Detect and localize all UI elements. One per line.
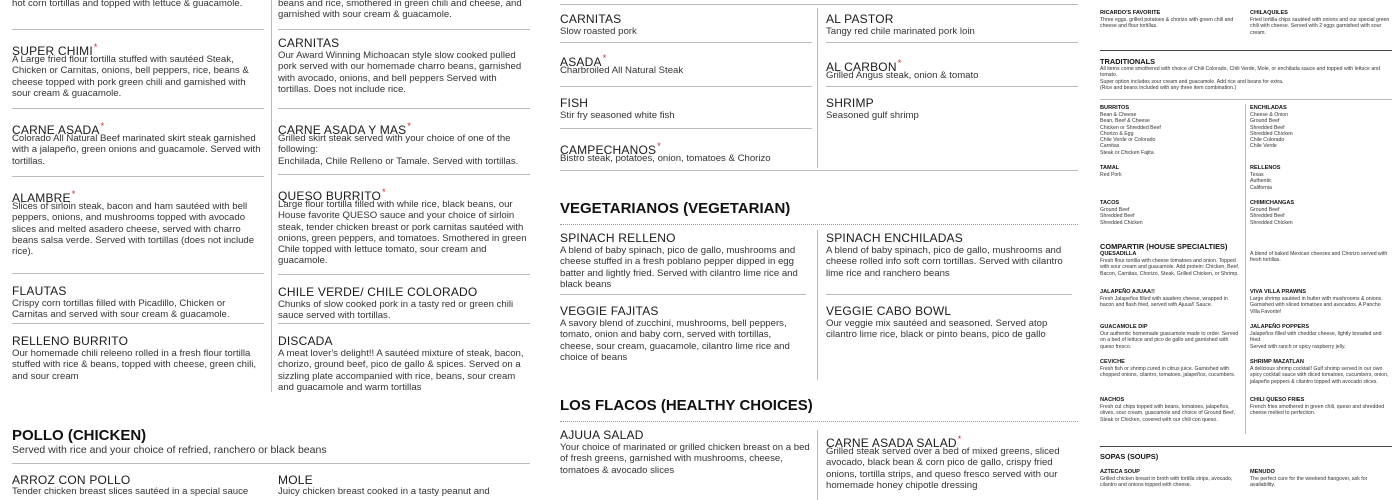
divider <box>278 174 530 175</box>
menu-item-name <box>560 96 588 110</box>
mini-item-text: Bean & Cheese Bean, Beef & Cheese Chicken or Shredded Beef Chorizo & Egg Chile Verde or Colorado Carnitas Steak or Chicken Fajita <box>1100 112 1161 156</box>
pollo-section-title: POLLO (CHICKEN) <box>12 427 147 444</box>
dotted-divider <box>560 421 1078 422</box>
asterisk-mark: * <box>897 58 902 68</box>
menu-item-description: Tangy red chile marinated pork loin <box>826 26 975 37</box>
menu-item-description: Slow roasted pork <box>560 26 637 37</box>
mini-item-heading: SHRIMP MAZATLAN <box>1250 359 1304 365</box>
menu-item-description: Our veggie mix sautéed and seasoned. Served atop cilantro lime rice, black or pinto beans, pico de gallo <box>826 318 1048 341</box>
mini-item-heading: TAMAL <box>1100 165 1120 171</box>
pollo-subtitle: Served with rice and your choice of refried, ranchero or black beans <box>12 444 327 456</box>
menu-item-name-text: SHRIMP <box>826 96 874 110</box>
divider <box>1100 50 1392 51</box>
menu-item-name-text: CARNITAS <box>278 36 340 50</box>
menu-item-description: Bistro steak, potatoes, onion, tomatoes & Chorizo <box>560 153 771 164</box>
menu-item-name-text: VEGGIE FAJITAS <box>560 304 659 318</box>
mini-item-text: Our authentic homemade guacamole made to order. Served on a bed of lettuce and pico de gallo and garnished with queso fresco. <box>1100 331 1239 350</box>
menu-item-description: A savory blend of zucchini, mushrooms, bell peppers, tomato, onion and baby corn, served with tortillas, cheese, sour cream, guacamole, cilantro lime rice and choice of beans <box>560 318 790 363</box>
menu-item-description: Seasoned gulf shrimp <box>826 110 919 121</box>
specialties-title: COMPARTIR (HOUSE SPECIALTIES) <box>1100 242 1228 251</box>
divider <box>560 4 1078 5</box>
menu-item-name-text: RELLENO BURRITO <box>12 334 129 348</box>
asterisk-mark: * <box>382 187 386 197</box>
divider <box>826 294 1072 295</box>
column-divider <box>817 230 818 380</box>
divider <box>1100 446 1392 447</box>
menu-item-name-text: AL CARBON <box>826 60 897 74</box>
divider <box>826 42 1078 43</box>
mini-item-text: Grilled chicken breast in broth with tortilla strips, avocado, cilantro and onions topped with cheese. <box>1100 476 1233 489</box>
menu-item-name-text: ASADA <box>560 55 602 69</box>
mini-item-text: Fresh cut chips topped with beans, tomatoes, jalapeños, olives, sour cream, guacamole and choice of Ground Beef, Steak or Chicken, covered with our chili con queso. <box>1100 404 1235 423</box>
mini-item-text: The perfect cure for the weekend hangover, ask for availability. <box>1250 476 1368 489</box>
mini-item-text: Fresh fish or shrimp cured in citrus juice. Garnished with chopped onions, cilantro, tomatoes, jalapeños, cucumbers. <box>1100 366 1236 379</box>
divider <box>12 273 264 274</box>
column-divider <box>817 8 818 168</box>
menu-item-description: Grilled steak served over a bed of mixed greens, sliced avocado, black bean & corn pico de gallo, crispy fried onions, tortilla strips, and queso fresco served with our homemade honey chipotle dressing <box>826 446 1060 491</box>
menu-item-name <box>826 96 874 110</box>
menu-item-name <box>12 334 128 348</box>
menu-item-description: A Large fried flour tortilla stuffed with sautéed Steak, Chicken or Carnitas, onions, bell peppers, rice, beans & cheese topped with pork green chili and garnished with sour cream & guacamole. <box>12 54 249 99</box>
menu-item-name-text: FLAUTAS <box>12 284 67 298</box>
menu-item-description: Crispy corn tortillas filled with Picadillo, Chicken or Carnitas and served with sour cream & guacamole. <box>12 298 230 321</box>
mini-item-heading: AZTECA SOUP <box>1100 469 1140 475</box>
mini-item-text: A delicious shrimp cocktail! Gulf shrimp served in our own spicy cocktail sauce with diced tomatoes, cucumbers, onion, jalapeño peppers & cilantro topped with avocado slices. <box>1250 366 1389 385</box>
menu-item-description: Tender chicken breast slices sautéed in a special sauce <box>12 486 249 497</box>
menu-item-name: MOLE <box>278 473 313 487</box>
mini-item-text: Fresh flour tortilla with cheese tomatoes and onion. Topped with sour cream and guacamole. Add protein: Chicken, Beef, Bacon, Carnitas, Chorizo, Steak, Grilled Chicken, or Shrimp. <box>1100 258 1240 277</box>
menu-item-name-text: ALAMBRE <box>12 191 71 205</box>
menu-item-name-text: CHILE VERDE/ CHILE COLORADO <box>278 285 478 299</box>
divider <box>12 323 264 324</box>
mini-item-heading: NACHOS <box>1100 397 1125 403</box>
mini-item-text: Jalapeños filled with cheddar cheese, lightly breaded and fried. Served with ranch or spicy raspberry jelly. <box>1250 331 1382 350</box>
column-divider <box>271 0 272 392</box>
menu-item-name <box>278 285 477 299</box>
menu-item-name-text: SPINACH ENCHILADAS <box>826 231 963 245</box>
menu-item-description: Stir fry seasoned white fish <box>560 110 675 121</box>
menu-item-description: Our homemade chili releeno rolled in a fresh flour tortilla stuffed with rice & beans, topped with cheese, green chili, and sour cream <box>12 348 257 382</box>
divider <box>560 42 812 43</box>
menu-item-description: Colorado All Natural Beef marinated skirt steak garnished with a jalapeño, green onions and guacamole. Served with tortillas. <box>12 133 261 167</box>
divider <box>560 294 806 295</box>
col1-top-partial: hot corn tortillas and topped with lettuce & guacamole. <box>12 0 243 9</box>
divider <box>278 274 530 275</box>
mini-item-heading: MENUDO <box>1250 469 1275 475</box>
vegetarian-section-title: VEGETARIANOS (VEGETARIAN) <box>560 200 791 217</box>
mini-item-text: Large shrimp sautéed in butter with mushrooms & onions. Garnished with sliced tomatoes and avocados. A Pancho Villa Favorite! <box>1250 296 1383 315</box>
menu-item-description: A blend of baby spinach, pico de gallo, mushrooms and cheese stuffed in a fresh poblano pepper dipped in egg batter and lightly fried. Served with cilantro lime rice and black beans <box>560 245 798 290</box>
divider <box>12 463 530 464</box>
asterisk-mark: * <box>657 141 661 151</box>
menu-item-description: Chunks of slow cooked pork in a tasty red or green chili sauce served with tortillas. <box>278 299 514 322</box>
divider <box>12 108 264 109</box>
divider <box>1100 99 1392 100</box>
mini-menu-page <box>1100 0 1396 500</box>
mini-item-heading: JALAPEÑO AJUAA!! <box>1100 289 1155 295</box>
menu-item-name-text: VEGGIE CABO BOWL <box>826 304 952 318</box>
column-divider <box>817 430 818 500</box>
mini-item-heading: CHILI QUESO FRIES <box>1250 397 1305 403</box>
traditionals-title: TRADITIONALS <box>1100 57 1156 66</box>
mini-item-text: Cheese & Onion Ground Beef Shredded Beef Shredded Chicken Chile Colorado Chile Verde <box>1250 112 1293 150</box>
menu-item-name <box>278 36 339 50</box>
mini-item-heading: VIVA VILLA PRAWNS <box>1250 289 1307 295</box>
divider <box>278 108 530 109</box>
column-divider <box>1245 104 1246 434</box>
menu-item-description: Our Award Winning Michoacan style slow cooked pulled pork served with our homemade charro beans, garnished with avocado, onions, and bell peppers Served with tortillas. Does not include rice. <box>278 50 522 95</box>
menu-item-description: Grilled Angus steak, onion & tomato <box>826 70 979 81</box>
divider <box>560 170 1078 171</box>
menu-item-name <box>826 231 963 245</box>
menu-item-name-text: SUPER CHIMI <box>12 44 93 58</box>
mini-item-heading: CHIMICHANGAS <box>1250 200 1295 206</box>
menu-item-name-text: DISCADA <box>278 334 333 348</box>
menu-item-name <box>278 334 333 348</box>
menu-item-name-text: CAMPECHANOS <box>560 143 657 157</box>
mini-item-heading: RICARDO'S FAVORITE <box>1100 10 1161 16</box>
mini-item-heading: RELLENOS <box>1250 165 1281 171</box>
menu-item-description: Large flour tortilla filled with while rice, black beans, our House favorite QUESO sauce and your choice of sirloin steak, tender chicken breast or pork carnitas sautéed with onions, green peppers, and tomatoes. Smothered in green Chile topped with lettuce tomato, sour cream and guacamole. <box>278 199 527 267</box>
menu-item-name-text: CARNE ASADA Y MAS <box>278 123 407 137</box>
menu-item-description: Charbroiled All Natural Steak <box>560 65 684 76</box>
mini-item-text: Three eggs, grilled potatoes & chorizo with green chili and cheese and flour tortillas. <box>1100 17 1234 30</box>
menu-item-name-text: AJUUA SALAD <box>560 428 644 442</box>
mini-item-heading: JALAPEÑO POPPERS <box>1250 324 1310 330</box>
divider <box>560 128 812 129</box>
asterisk-mark: * <box>602 53 607 63</box>
menu-item-description: Juicy chicken breast cooked in a tasty peanut and <box>278 486 490 497</box>
asterisk-mark: * <box>93 42 98 52</box>
asterisk-mark: * <box>100 121 105 131</box>
soups-title: SOPAS (SOUPS) <box>1100 452 1159 461</box>
mini-item-text: Fresh Jalapeños filled with asadero cheese, wrapped in bacon and flash fried, served with Ajuua!! Sauce. <box>1100 296 1228 309</box>
menu-item-name <box>560 428 644 442</box>
asterisk-mark: * <box>407 121 412 131</box>
mini-item-heading: TACOS <box>1100 200 1120 206</box>
menu-item-name <box>560 231 676 245</box>
mini-item-text: A blend of baked Mexican cheeses and Chorizo served with fresh tortillas. <box>1250 251 1388 264</box>
divider <box>826 86 1078 87</box>
menu-item-name <box>826 304 951 318</box>
menu-item-name <box>12 284 67 298</box>
healthy-section-title: LOS FLACOS (HEALTHY CHOICES) <box>560 397 813 414</box>
menu-item-name-text: QUESO BURRITO <box>278 189 382 203</box>
divider <box>12 29 264 30</box>
menu-item-description: Your choice of marinated or grilled chicken breast on a bed of fresh greens, garnished with mushrooms, cheese, tomatoes & avocado slices <box>560 442 810 476</box>
mini-item-heading: GUACAMOLE DIP <box>1100 324 1148 330</box>
col2-top-partial: beans and rice, smothered in green chili and cheese, and garnished with sour cream & guacamole. <box>278 0 522 21</box>
divider <box>12 176 264 177</box>
mini-item-text: Fried tortilla chips sautéed with onions and our special green chili with cheese. Served with 2 eggs garnished with sour cream. <box>1250 17 1390 36</box>
traditionals-note: All items come smothered with choice of Chili Colorado, Chili Verde, Mole, or enchilada sauce and topped with lettuce and tomato. Super option includes sour cream and guacamole. Add rice and beans for extra. (Rice and beans included with any three item combination.) <box>1100 66 1380 91</box>
menu-item-name-text: AL PASTOR <box>826 12 894 26</box>
mini-item-heading: ENCHILADAS <box>1250 105 1287 111</box>
mini-item-heading: BURRITOS <box>1100 105 1130 111</box>
mini-item-heading: CHILAQUILES <box>1250 10 1288 16</box>
asterisk-mark: * <box>957 434 962 444</box>
divider <box>278 323 530 324</box>
menu-item-description: A meat lover's delight!! A sautéed mixture of steak, bacon, chorizo, ground beef, pico de gallo & spices. Served on a sizzling plate accompanied with rice, beans, sour cream and guacamole and warm tortillas <box>278 348 524 393</box>
menu-item-name-text: FISH <box>560 96 589 110</box>
mini-item-heading: CEVICHE <box>1100 359 1125 365</box>
menu-item-name: ARROZ CON POLLO <box>12 473 131 487</box>
menu-item-name-text: CARNE ASADA <box>12 123 100 137</box>
mini-item-text: French fries smothered in green chili, queso and shredded cheese melted to perfection. <box>1250 404 1385 417</box>
asterisk-mark: * <box>71 189 76 199</box>
mini-item-text: Texas Authentic California <box>1250 172 1272 191</box>
menu-item-name-text: SPINACH RELLENO <box>560 231 676 245</box>
dotted-divider <box>560 224 1078 225</box>
menu-item-name <box>560 12 621 26</box>
menu-item-name-text: CARNE ASADA SALAD <box>826 436 957 450</box>
mini-item-text: Ground Beef Shredded Beef Shredded Chicken <box>1250 207 1293 226</box>
divider <box>278 29 530 30</box>
menu-item-description: Grilled skirt steak served with your choice of one of the following: Enchilada, Chile Relleno or Tamale. Served with tortillas. <box>278 133 519 167</box>
divider <box>560 86 812 87</box>
menu-item-description: Slices of sirloin steak, bacon and ham sautéed with bell peppers, onions, and mushrooms topped with avocado slices and melted asadero cheese, served with charro beans salsa verde. Served with tortillas (does not include rice). <box>12 201 255 258</box>
mini-item-text: Ground Beef Shredded Beef Shredded Chicken <box>1100 207 1143 226</box>
menu-item-name <box>826 12 894 26</box>
mini-item-text: Red Pork <box>1100 172 1122 178</box>
mini-item-heading: QUESADILLA <box>1100 251 1137 257</box>
menu-item-description: A blend of baby spinach, pico de gallo, mushrooms and cheese rolled info soft corn tortillas. Served with cilantro lime rice and ranchero beans <box>826 245 1063 279</box>
menu-item-name <box>560 304 659 318</box>
menu-item-name-text: CARNITAS <box>560 12 622 26</box>
